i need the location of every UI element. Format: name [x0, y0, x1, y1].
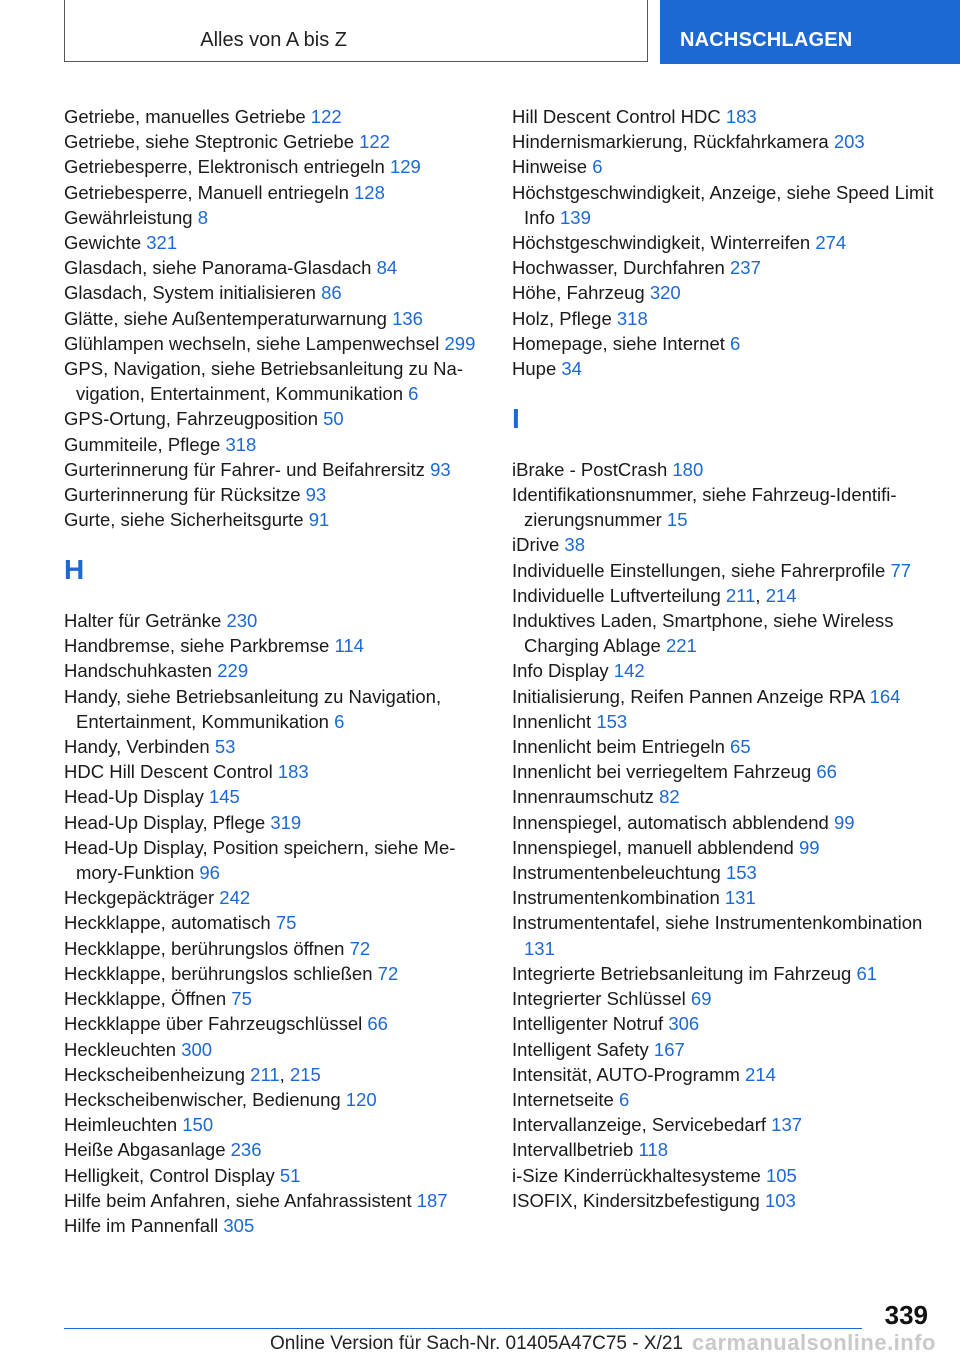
index-entry [64, 885, 484, 910]
index-entry-text: Innenlicht [512, 710, 592, 732]
index-column-left [64, 104, 484, 1238]
index-entry-text: Heckklappe über Fahrzeugschlüssel [64, 1013, 363, 1035]
index-entry [512, 558, 942, 583]
index-entry [512, 1188, 942, 1213]
page-reference-link[interactable]: 242 [219, 887, 251, 909]
index-entry [64, 1188, 484, 1213]
index-entry-text: Head-Up Display, Position speichern, siehe Memory-Funktion [64, 836, 456, 884]
index-entry [64, 835, 484, 885]
index-entry-text: Identifikationsnummer, siehe Fahrzeug-Identifizierungsnummer [512, 484, 897, 531]
index-entry [512, 457, 942, 482]
page-reference-link[interactable]: 51 [279, 1164, 301, 1186]
index-entry-text: Hinweise [512, 156, 588, 178]
page-reference-link[interactable]: 180 [672, 458, 704, 480]
index-entry [64, 230, 484, 255]
page-reference-link[interactable]: 99 [833, 811, 855, 833]
page-reference-link[interactable]: 129 [389, 156, 421, 178]
page-reference-link[interactable]: 86 [321, 282, 342, 304]
page-reference-link[interactable]: 6 [334, 710, 345, 732]
index-entry-text: Glätte, siehe Außentemperaturwarnung [64, 307, 387, 329]
index-entry [512, 1011, 942, 1036]
index-entry [64, 255, 484, 280]
page-reference-link[interactable]: 183 [725, 106, 757, 127]
index-entry-text: Gummiteile, Pflege [64, 433, 221, 455]
index-entry [64, 1163, 484, 1188]
index-entry [64, 482, 484, 507]
page-reference-link[interactable]: 93 [305, 484, 327, 506]
page-reference-link[interactable]: 50 [323, 408, 344, 430]
index-entry [512, 1163, 942, 1188]
page-reference-link[interactable]: 66 [367, 1013, 388, 1035]
index-entry [64, 205, 484, 230]
index-entry [512, 759, 942, 784]
index-entry-text: Instrumentenbeleuchtung [512, 862, 721, 884]
index-entry-text: Getriebesperre, Elektronisch entriegeln [64, 156, 385, 178]
online-version-note: Online Version für Sach-Nr. 01405A47C75 - X/21 [270, 1333, 683, 1354]
index-letter-heading: I [512, 403, 520, 435]
index-entry [512, 860, 942, 885]
index-entry [64, 1037, 484, 1062]
index-entry [512, 104, 942, 129]
page-reference-link[interactable]: 150 [182, 1114, 214, 1136]
index-entry [64, 633, 484, 658]
page-reference-link[interactable]: 274 [815, 232, 847, 254]
index-entry [64, 684, 484, 734]
page-reference-link[interactable]: 84 [376, 257, 398, 279]
index-entry [512, 709, 942, 734]
index-entry-text: Heckscheibenwischer, Bedienung [64, 1088, 341, 1110]
page-reference-link[interactable]: 215 [289, 1063, 321, 1085]
page-reference-link[interactable]: 114 [334, 635, 364, 657]
page-reference-link[interactable]: 229 [217, 660, 249, 682]
index-entry [64, 331, 484, 356]
page-reference-link[interactable]: 103 [764, 1189, 796, 1211]
header-section-box [64, 0, 648, 62]
index-entry-text: Intelligent Safety [512, 1038, 649, 1060]
index-entry-text: Head-Up Display, Pflege [64, 811, 266, 833]
page-reference-link[interactable]: 105 [765, 1164, 797, 1186]
index-entry [512, 482, 942, 532]
page-reference-link[interactable]: 82 [659, 786, 680, 808]
page-reference-link[interactable]: 211 [250, 1063, 280, 1085]
index-entry-text: Intelligenter Notruf [512, 1013, 664, 1035]
index-entry-text: Gurte, siehe Sicherheitsgurte [64, 509, 304, 531]
index-entry [512, 986, 942, 1011]
index-entry [512, 331, 942, 356]
index-entry-text: Glasdach, siehe Panorama-Glasdach [64, 257, 372, 279]
page-reference-link[interactable]: 6 [618, 1088, 630, 1110]
index-entry-text: Integrierter Schlüssel [512, 988, 686, 1010]
index-entry [512, 734, 942, 759]
page-reference-link[interactable]: 214 [765, 584, 797, 606]
page-reference-link[interactable]: 65 [730, 736, 751, 758]
index-entry-text: Höhe, Fahrzeug [512, 282, 645, 304]
index-entry-text: Gurterinnerung für Fahrer- und Beifahrersitz [64, 458, 425, 480]
page-reference-link[interactable]: 203 [833, 131, 865, 153]
index-entry [64, 457, 484, 482]
page-reference-link[interactable]: 136 [392, 307, 423, 329]
index-entry-text: Heckleuchten [64, 1038, 177, 1060]
index-entry [512, 306, 942, 331]
index-entry-text: iBrake - PostCrash [512, 458, 668, 480]
page-reference-link[interactable]: 131 [724, 887, 756, 909]
page-reference-link[interactable]: 6 [592, 156, 603, 178]
page-reference-link[interactable]: 306 [668, 1013, 700, 1035]
page-reference-link[interactable]: 221 [665, 635, 697, 657]
index-entry [64, 608, 484, 633]
page-reference-link[interactable]: 66 [816, 761, 837, 783]
page-reference-link[interactable]: 320 [649, 282, 681, 304]
page-reference-link[interactable]: 15 [666, 509, 688, 531]
index-entry-text: GPS, Navigation, siehe Betriebsanleitung zu Navigation, Entertainment, Kommunikation [64, 358, 464, 405]
index-entry-text: Internetseite [512, 1088, 614, 1110]
index-entry [64, 784, 484, 809]
index-entry [512, 658, 942, 683]
index-entry-text: Gurterinnerung für Rücksitze [64, 484, 301, 506]
index-entry [64, 104, 484, 129]
page-reference-link[interactable]: 145 [208, 786, 240, 808]
page-reference-link[interactable]: 91 [308, 509, 330, 531]
page-reference-link[interactable]: 139 [560, 206, 591, 228]
index-entry-text: Glühlampen wechseln, siehe Lampenwechsel [64, 332, 440, 354]
index-entry: Heckscheibenheizung 211, 215 [64, 1063, 321, 1085]
page-reference-link[interactable]: 38 [564, 534, 585, 556]
index-entry-text: Hilfe beim Anfahren, siehe Anfahrassistent [64, 1189, 412, 1211]
chapter-title: NACHSCHLAGEN [680, 29, 853, 51]
index-entry [512, 885, 942, 910]
page-reference-link[interactable]: 318 [225, 433, 257, 455]
index-entry [64, 986, 484, 1011]
index-entry [64, 154, 484, 179]
page-number: 339 [884, 1300, 928, 1330]
page-reference-link[interactable]: 96 [199, 862, 220, 884]
index-entry [512, 810, 942, 835]
index-entry [512, 1087, 942, 1112]
index-entry-text: Handy, Verbinden [64, 736, 210, 758]
index-entry [512, 154, 942, 179]
index-entry [512, 1037, 942, 1062]
page-reference-link[interactable]: 153 [596, 710, 628, 732]
index-entry-text: Heimleuchten [64, 1114, 178, 1136]
index-entry-text: Homepage, siehe Internet [512, 332, 725, 354]
index-entry-text: Getriebe, siehe Steptronic Getriebe [64, 131, 354, 153]
index-entry-text: Getriebe, manuelles Getriebe [64, 106, 306, 127]
index-entry [64, 356, 484, 406]
index-entry [64, 406, 484, 431]
page-reference-link[interactable]: 164 [869, 685, 901, 707]
index-entry-text: Heckklappe, Öffnen [64, 988, 227, 1010]
index-entry-text: Handschuhkasten [64, 660, 213, 682]
index-entry: Individuelle Luftverteilung 211, 214 [512, 584, 797, 606]
index-entry-text: Instrumententafel, siehe Instrumentenkombination [512, 912, 923, 934]
index-entry-text: Helligkeit, Control Display [64, 1164, 275, 1186]
page-reference-link[interactable]: 167 [653, 1038, 685, 1060]
page-reference-link[interactable]: 142 [613, 660, 645, 682]
index-entry [512, 1112, 942, 1137]
index-entry-text: Initialisierung, Reifen Pannen Anzeige RPA [512, 685, 865, 707]
index-entry-text: Gewährleistung [64, 206, 193, 228]
index-entry-text: iDrive [512, 534, 560, 556]
index-entry [64, 1011, 484, 1036]
index-entry [512, 255, 942, 280]
index-entry-text: Heiße Abgasanlage [64, 1139, 226, 1161]
page-reference-link[interactable]: 75 [231, 988, 252, 1010]
index-entry [512, 280, 942, 305]
index-entry [512, 1137, 942, 1162]
page-reference-link[interactable]: 236 [230, 1139, 262, 1161]
page-reference-link[interactable]: 318 [616, 307, 648, 329]
page-reference-link[interactable]: 305 [223, 1214, 255, 1236]
index-entry [64, 910, 484, 935]
index-entry [64, 432, 484, 457]
page-reference-link[interactable]: 122 [310, 106, 342, 127]
index-entry-text: Individuelle Einstellungen, siehe Fahrerprofile [512, 559, 886, 581]
page-reference-link[interactable]: 75 [275, 912, 297, 934]
index-entry [512, 356, 942, 381]
index-entry-text: Heckscheibenheizung [64, 1063, 246, 1085]
page-reference-link[interactable]: 53 [214, 736, 236, 758]
chapter-tab[interactable] [660, 0, 960, 64]
page-reference-link[interactable]: 6 [730, 332, 741, 354]
page-reference-link[interactable]: 61 [856, 962, 878, 984]
page-reference-link[interactable]: 6 [408, 383, 419, 405]
index-entry-text: HDC Hill Descent Control [64, 761, 273, 783]
index-entry [512, 835, 942, 860]
index-entry [64, 734, 484, 759]
page-reference-link[interactable]: 300 [181, 1038, 213, 1060]
index-entry-text: Innenlicht bei verriegeltem Fahrzeug [512, 761, 812, 783]
index-entry [512, 129, 942, 154]
index-entry-text: Intervallanzeige, Servicebedarf [512, 1114, 767, 1136]
index-entry-text: Individuelle Luftverteilung [512, 584, 721, 606]
section-title: Alles von A bis Z [200, 29, 347, 51]
page-reference-link[interactable]: 99 [798, 836, 820, 858]
index-entry-text: Handbremse, siehe Parkbremse [64, 635, 330, 657]
index-entry [64, 1087, 484, 1112]
index-entry-text: Innenspiegel, automatisch abblendend [512, 811, 829, 833]
index-entry [512, 910, 942, 960]
page-reference-link[interactable]: 93 [430, 458, 451, 480]
page-reference-link[interactable]: 34 [561, 358, 582, 380]
index-entry [64, 961, 484, 986]
index-entry-text: Heckklappe, berührungslos schließen [64, 962, 373, 984]
page-reference-link[interactable]: 120 [345, 1088, 377, 1110]
index-column-right [512, 104, 942, 1213]
page-reference-link[interactable]: 319 [270, 811, 302, 833]
index-entry-text: Innenraumschutz [512, 786, 654, 808]
index-entry [64, 1112, 484, 1137]
index-entry-text: Info Display [512, 660, 609, 682]
index-entry-text: Halter für Getränke [64, 610, 222, 632]
index-entry-text: Hindernismarkierung, Rückfahrkamera [512, 131, 829, 153]
index-entry [512, 180, 942, 230]
index-entry [512, 784, 942, 809]
index-entry [64, 280, 484, 305]
index-entry-text: Gewichte [64, 232, 142, 254]
page-reference-link[interactable]: 211 [725, 584, 756, 606]
index-entry [64, 658, 484, 683]
page-reference-link[interactable]: 131 [524, 937, 555, 959]
page-reference-link[interactable]: 72 [349, 937, 371, 959]
page-reference-link[interactable]: 214 [745, 1063, 776, 1085]
page-reference-link[interactable]: 183 [277, 761, 309, 783]
page-reference-link[interactable]: 230 [226, 610, 258, 632]
index-entry [64, 810, 484, 835]
page-reference-link[interactable]: 128 [354, 181, 385, 203]
index-entry-text: Integrierte Betriebsanleitung im Fahrzeug [512, 962, 852, 984]
index-entry-text: Head-Up Display [64, 786, 204, 808]
index-entry [64, 1137, 484, 1162]
index-entry [512, 532, 942, 557]
index-entry [64, 306, 484, 331]
index-entry-text: Höchstgeschwindigkeit, Anzeige, siehe Speed Limit Info [512, 181, 934, 228]
index-entry [512, 608, 942, 658]
page-reference-link[interactable]: 137 [771, 1114, 803, 1136]
index-entry-text: Hill Descent Control HDC [512, 106, 721, 127]
index-entry-text: Höchstgeschwindigkeit, Winterreifen [512, 232, 811, 254]
index-entry-text: Innenlicht beim Entriegeln [512, 736, 725, 758]
index-letter-heading: H [64, 554, 85, 586]
index-entry-text: Heckklappe, berührungslos öffnen [64, 937, 345, 959]
footer-divider [64, 1328, 862, 1329]
index-entry [64, 936, 484, 961]
index-entry [512, 1062, 942, 1087]
index-entry [64, 180, 484, 205]
index-entry [512, 961, 942, 986]
index-entry-text: GPS-Ortung, Fahrzeugposition [64, 408, 318, 430]
index-entry-text: Intensität, AUTO-Programm [512, 1063, 740, 1085]
index-entry-text: Handy, siehe Betriebsanleitung zu Navigation, Entertainment, Kommunikation [64, 685, 442, 732]
index-entry [512, 684, 942, 709]
index-entry-text: Heckgepäckträger [64, 887, 215, 909]
index-entry-text: Holz, Pflege [512, 307, 612, 329]
page-reference-link[interactable]: 321 [146, 232, 178, 254]
index-entry-text: Instrumentenkombination [512, 887, 720, 909]
index-entry [64, 759, 484, 784]
page-reference-link[interactable]: 237 [730, 257, 761, 279]
page-reference-link[interactable]: 69 [690, 988, 712, 1010]
index-entry-text: Innenspiegel, manuell abblendend [512, 836, 794, 858]
index-entry-text: Hilfe im Pannenfall [64, 1214, 219, 1236]
index-entry-text: i-Size Kinderrückhaltesysteme [512, 1164, 761, 1186]
page-reference-link[interactable]: 299 [444, 332, 476, 354]
page-reference-link[interactable]: 122 [359, 131, 391, 153]
index-entry-text: Hupe [512, 358, 557, 380]
index-entry-text: Intervallbetrieb [512, 1139, 634, 1161]
index-entry-text: Hochwasser, Durchfahren [512, 257, 725, 279]
index-entry [64, 507, 484, 532]
page-reference-link[interactable]: 8 [197, 206, 208, 228]
watermark: carmanualsonline.info [692, 1330, 936, 1355]
index-entry-text: Glasdach, System initialisieren [64, 282, 316, 304]
page-reference-link[interactable]: 118 [638, 1139, 668, 1161]
page-reference-link[interactable]: 187 [416, 1189, 448, 1211]
index-entry-text: ISOFIX, Kindersitzbefestigung [512, 1189, 760, 1211]
index-entry [64, 1213, 484, 1238]
page-reference-link[interactable]: 153 [725, 862, 757, 884]
index-entry [512, 230, 942, 255]
index-entry [64, 129, 484, 154]
index-entry-text: Heckklappe, automatisch [64, 912, 271, 934]
index-entry-text: Induktives Laden, Smartphone, siehe Wireless Charging Ablage [512, 610, 894, 657]
page-reference-link[interactable]: 72 [377, 962, 399, 984]
page-reference-link[interactable]: 77 [890, 559, 912, 581]
index-entry-text: Getriebesperre, Manuell entriegeln [64, 181, 349, 203]
